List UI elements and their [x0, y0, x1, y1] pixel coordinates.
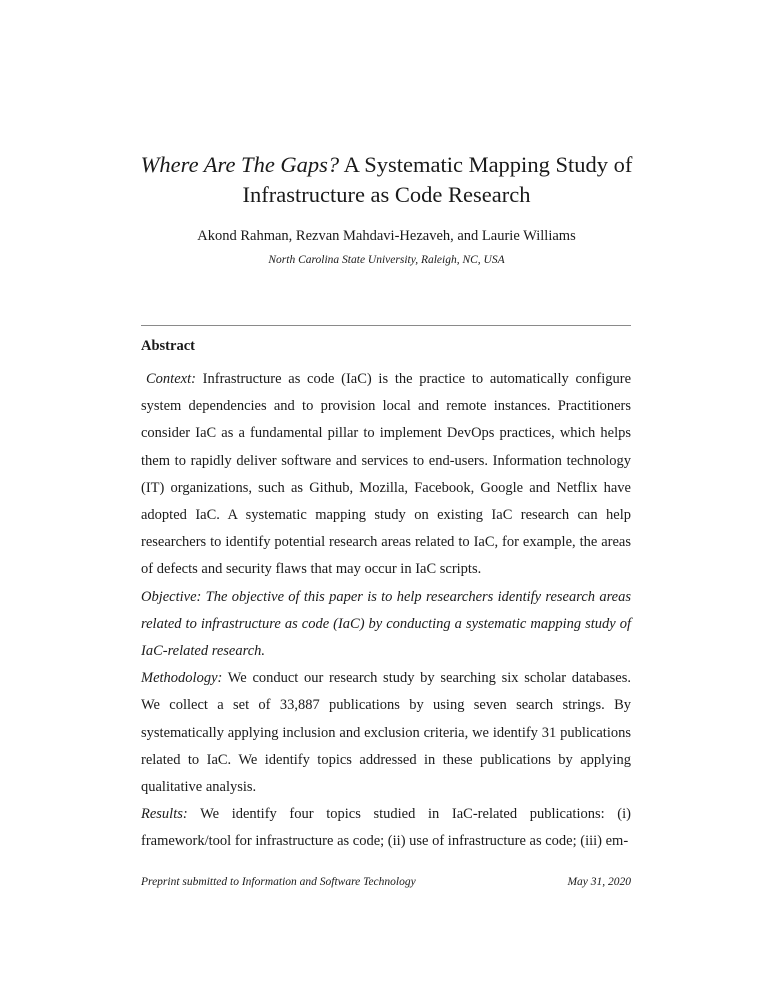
author-list: Akond Rahman, Rezvan Mahdavi-Hezaveh, and Laurie Williams	[197, 228, 576, 244]
title-line2: Infrastructure as Code Research	[242, 182, 531, 207]
footer-preprint-note: Preprint submitted to Information and Software Technology	[141, 876, 416, 888]
affiliation: North Carolina State University, Raleigh, NC, USA	[268, 254, 505, 266]
abstract-heading: Abstract	[141, 338, 195, 354]
results-label: Results:	[141, 806, 188, 823]
context-paragraph	[141, 366, 631, 584]
context-label: Context:	[146, 371, 196, 387]
context-text: Infrastructure as code (IaC) is the practice to automatically configure system dependencies and to provision local and remote instances. Practitioners consider IaC as a fundamental pillar to implement DevOps practices, which helps them to rapidly deliver software and services to end-users. Information technology (IT) organizations, such as Github, Mozilla, Facebook, Google and Netflix have adopted IaC. A systematic mapping study on existing IaC research can help researchers to identify potential research areas related to IaC, for example, the areas of defects and security flaws that may occur in IaC scripts.	[141, 371, 631, 578]
paper-title	[100, 150, 673, 210]
results-paragraph	[141, 801, 631, 855]
results-text: We identify four topics studied in IaC-related publications: (i) framework/tool for infrastructure as code; (ii) use of infrastructure as code; (iii) em-	[141, 806, 631, 850]
methodology-label: Methodology:	[141, 670, 223, 687]
objective-paragraph: Objective: The objective of this paper is to help researchers identify research areas related to infrastructure as code (IaC) by conducting a systematic mapping study of IaC-related research.	[141, 588, 631, 660]
title-rest-line1: A Systematic Mapping Study of	[343, 152, 633, 177]
footer-date: May 31, 2020	[567, 876, 631, 888]
methodology-paragraph	[141, 665, 631, 801]
methodology-text: We conduct our research study by searching six scholar databases. We collect a set of 33,887 publications by using seven search strings. By systematically applying inclusion and exclusion criteria, we identify 31 publications related to IaC. We identify topics addressed in these publications by applying qualitative analysis.	[141, 670, 631, 796]
horizontal-divider	[141, 325, 631, 326]
abstract-body	[141, 366, 631, 856]
title-italic-part: Where Are The Gaps?	[140, 152, 340, 177]
